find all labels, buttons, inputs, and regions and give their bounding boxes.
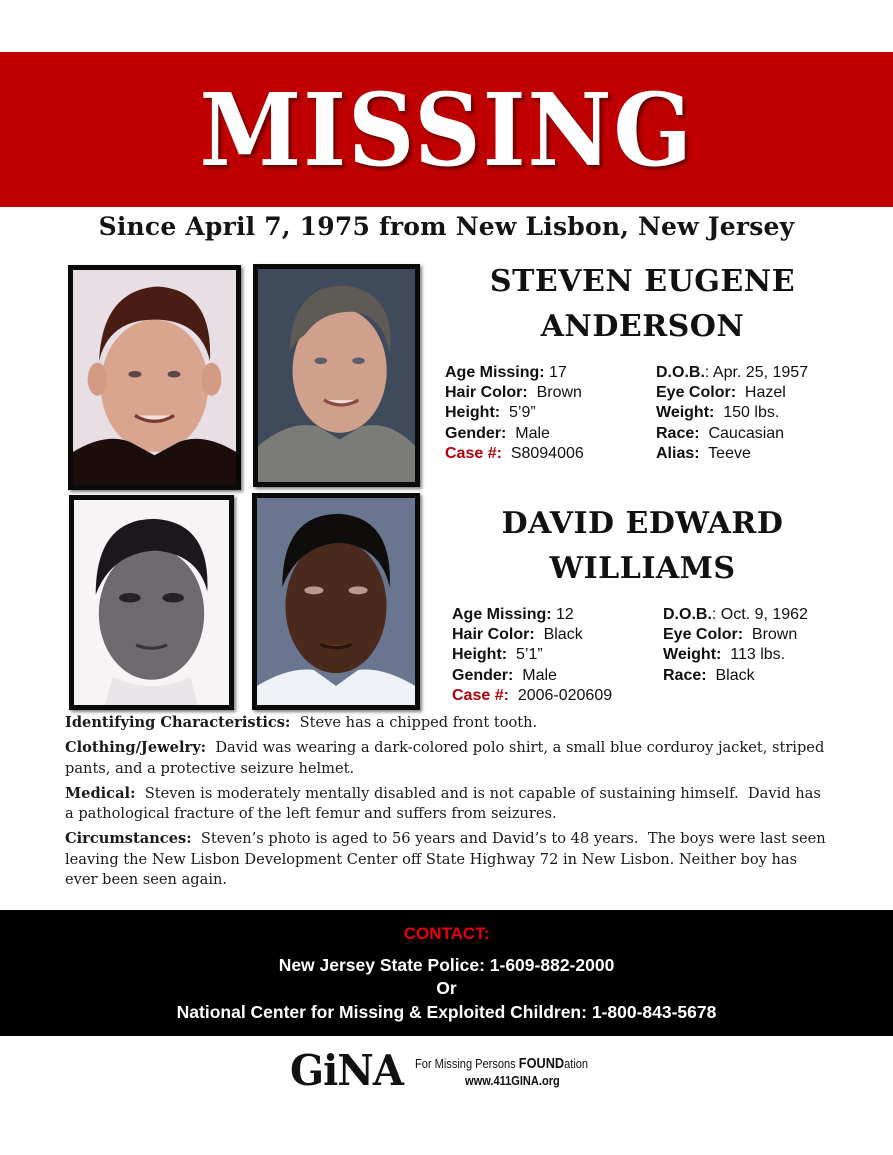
fact-race: Race: Caucasian [656, 424, 785, 442]
photo-steven-age-17 [68, 265, 241, 490]
contact-panel [0, 910, 893, 1036]
name-line-2: WILLIAMS [549, 551, 736, 586]
fact-alias: Alias: Teeve [656, 444, 751, 462]
fact-race: Race: Black [663, 666, 755, 684]
fact-case-number: Case #: S8094006 [445, 444, 584, 462]
david-facts-left [452, 605, 612, 706]
fact-dob: D.O.B.: Apr. 25, 1957 [656, 364, 809, 381]
missing-banner [0, 52, 893, 207]
portrait-photo-icon [258, 269, 415, 482]
fact-weight: Weight: 150 lbs. [656, 404, 780, 422]
missing-since-subtitle: Since April 7, 1975 from New Lisbon, New Jersey [98, 212, 795, 241]
david-facts-right [663, 605, 808, 686]
fact-age-missing: Age Missing: 17 [445, 364, 567, 381]
gina-foundation-logo [288, 1046, 628, 1095]
fact-hair-color: Hair Color: Black [452, 626, 583, 644]
name-line-1: STEVEN EUGENE [489, 264, 796, 299]
detail-clothing-jewelry: Clothing/Jewelry: David was wearing a dark-colored polo shirt, a small blue corduroy jacket, striped pants, and a protective seizure helmet. [65, 739, 829, 777]
gina-url: www.411GINA.org [465, 1073, 560, 1088]
fact-gender: Gender: Male [445, 424, 550, 442]
fact-eye-color: Eye Color: Brown [663, 626, 798, 644]
detail-medical: Medical: Steven is moderately mentally disabled and is not capable of sustaining himself. David has a pathological fracture of the left femur and suffers from seizures. [65, 784, 826, 822]
fact-height: Height: 5’9” [445, 404, 536, 422]
fact-case-number: Case #: 2006-020609 [452, 686, 613, 704]
fact-hair-color: Hair Color: Brown [445, 384, 582, 402]
contact-nj-state-police: New Jersey State Police: 1-609-882-2000 [278, 955, 615, 975]
photo-steven-age-progressed [253, 264, 420, 487]
detail-identifying-characteristics: Identifying Characteristics: Steve has a chipped front tooth. [65, 714, 538, 731]
fact-weight: Weight: 113 lbs. [663, 646, 786, 664]
steven-facts-left [445, 363, 584, 464]
fact-dob: D.O.B.: Oct. 9, 1962 [663, 606, 808, 623]
fact-gender: Gender: Male [452, 666, 557, 684]
name-line-2: ANDERSON [540, 309, 745, 344]
fact-age-missing: Age Missing: 12 [452, 606, 574, 623]
contact-or: Or [436, 978, 457, 998]
steven-facts-right [656, 363, 808, 464]
portrait-photo-icon [257, 498, 415, 705]
person-name-david [440, 501, 845, 591]
portrait-photo-icon [74, 500, 229, 705]
gina-tagline: For Missing Persons FOUNDation [415, 1055, 589, 1072]
person-name-steven [440, 259, 845, 349]
case-details [65, 713, 830, 895]
portrait-photo-icon [73, 270, 236, 485]
gina-logo-icon: GiNA [290, 1046, 403, 1095]
contact-ncmec: National Center for Missing & Exploited Children: 1-800-843-5678 [176, 1002, 717, 1022]
contact-heading: CONTACT: [403, 924, 490, 943]
fact-height: Height: 5’1” [452, 646, 543, 664]
detail-circumstances: Circumstances: Steven’s photo is aged to 56 years and David’s to 48 years. The boys were last seen leaving the New Lisbon Development Center off State Highway 72 in New Lisbon. Neither boy has ever been seen again. [65, 830, 831, 888]
fact-eye-color: Eye Color: Hazel [656, 384, 786, 402]
banner-title: MISSING [199, 70, 694, 189]
photo-david-age-progressed [252, 493, 420, 710]
name-line-1: DAVID EDWARD [501, 506, 784, 541]
photo-david-age-12 [69, 495, 234, 710]
